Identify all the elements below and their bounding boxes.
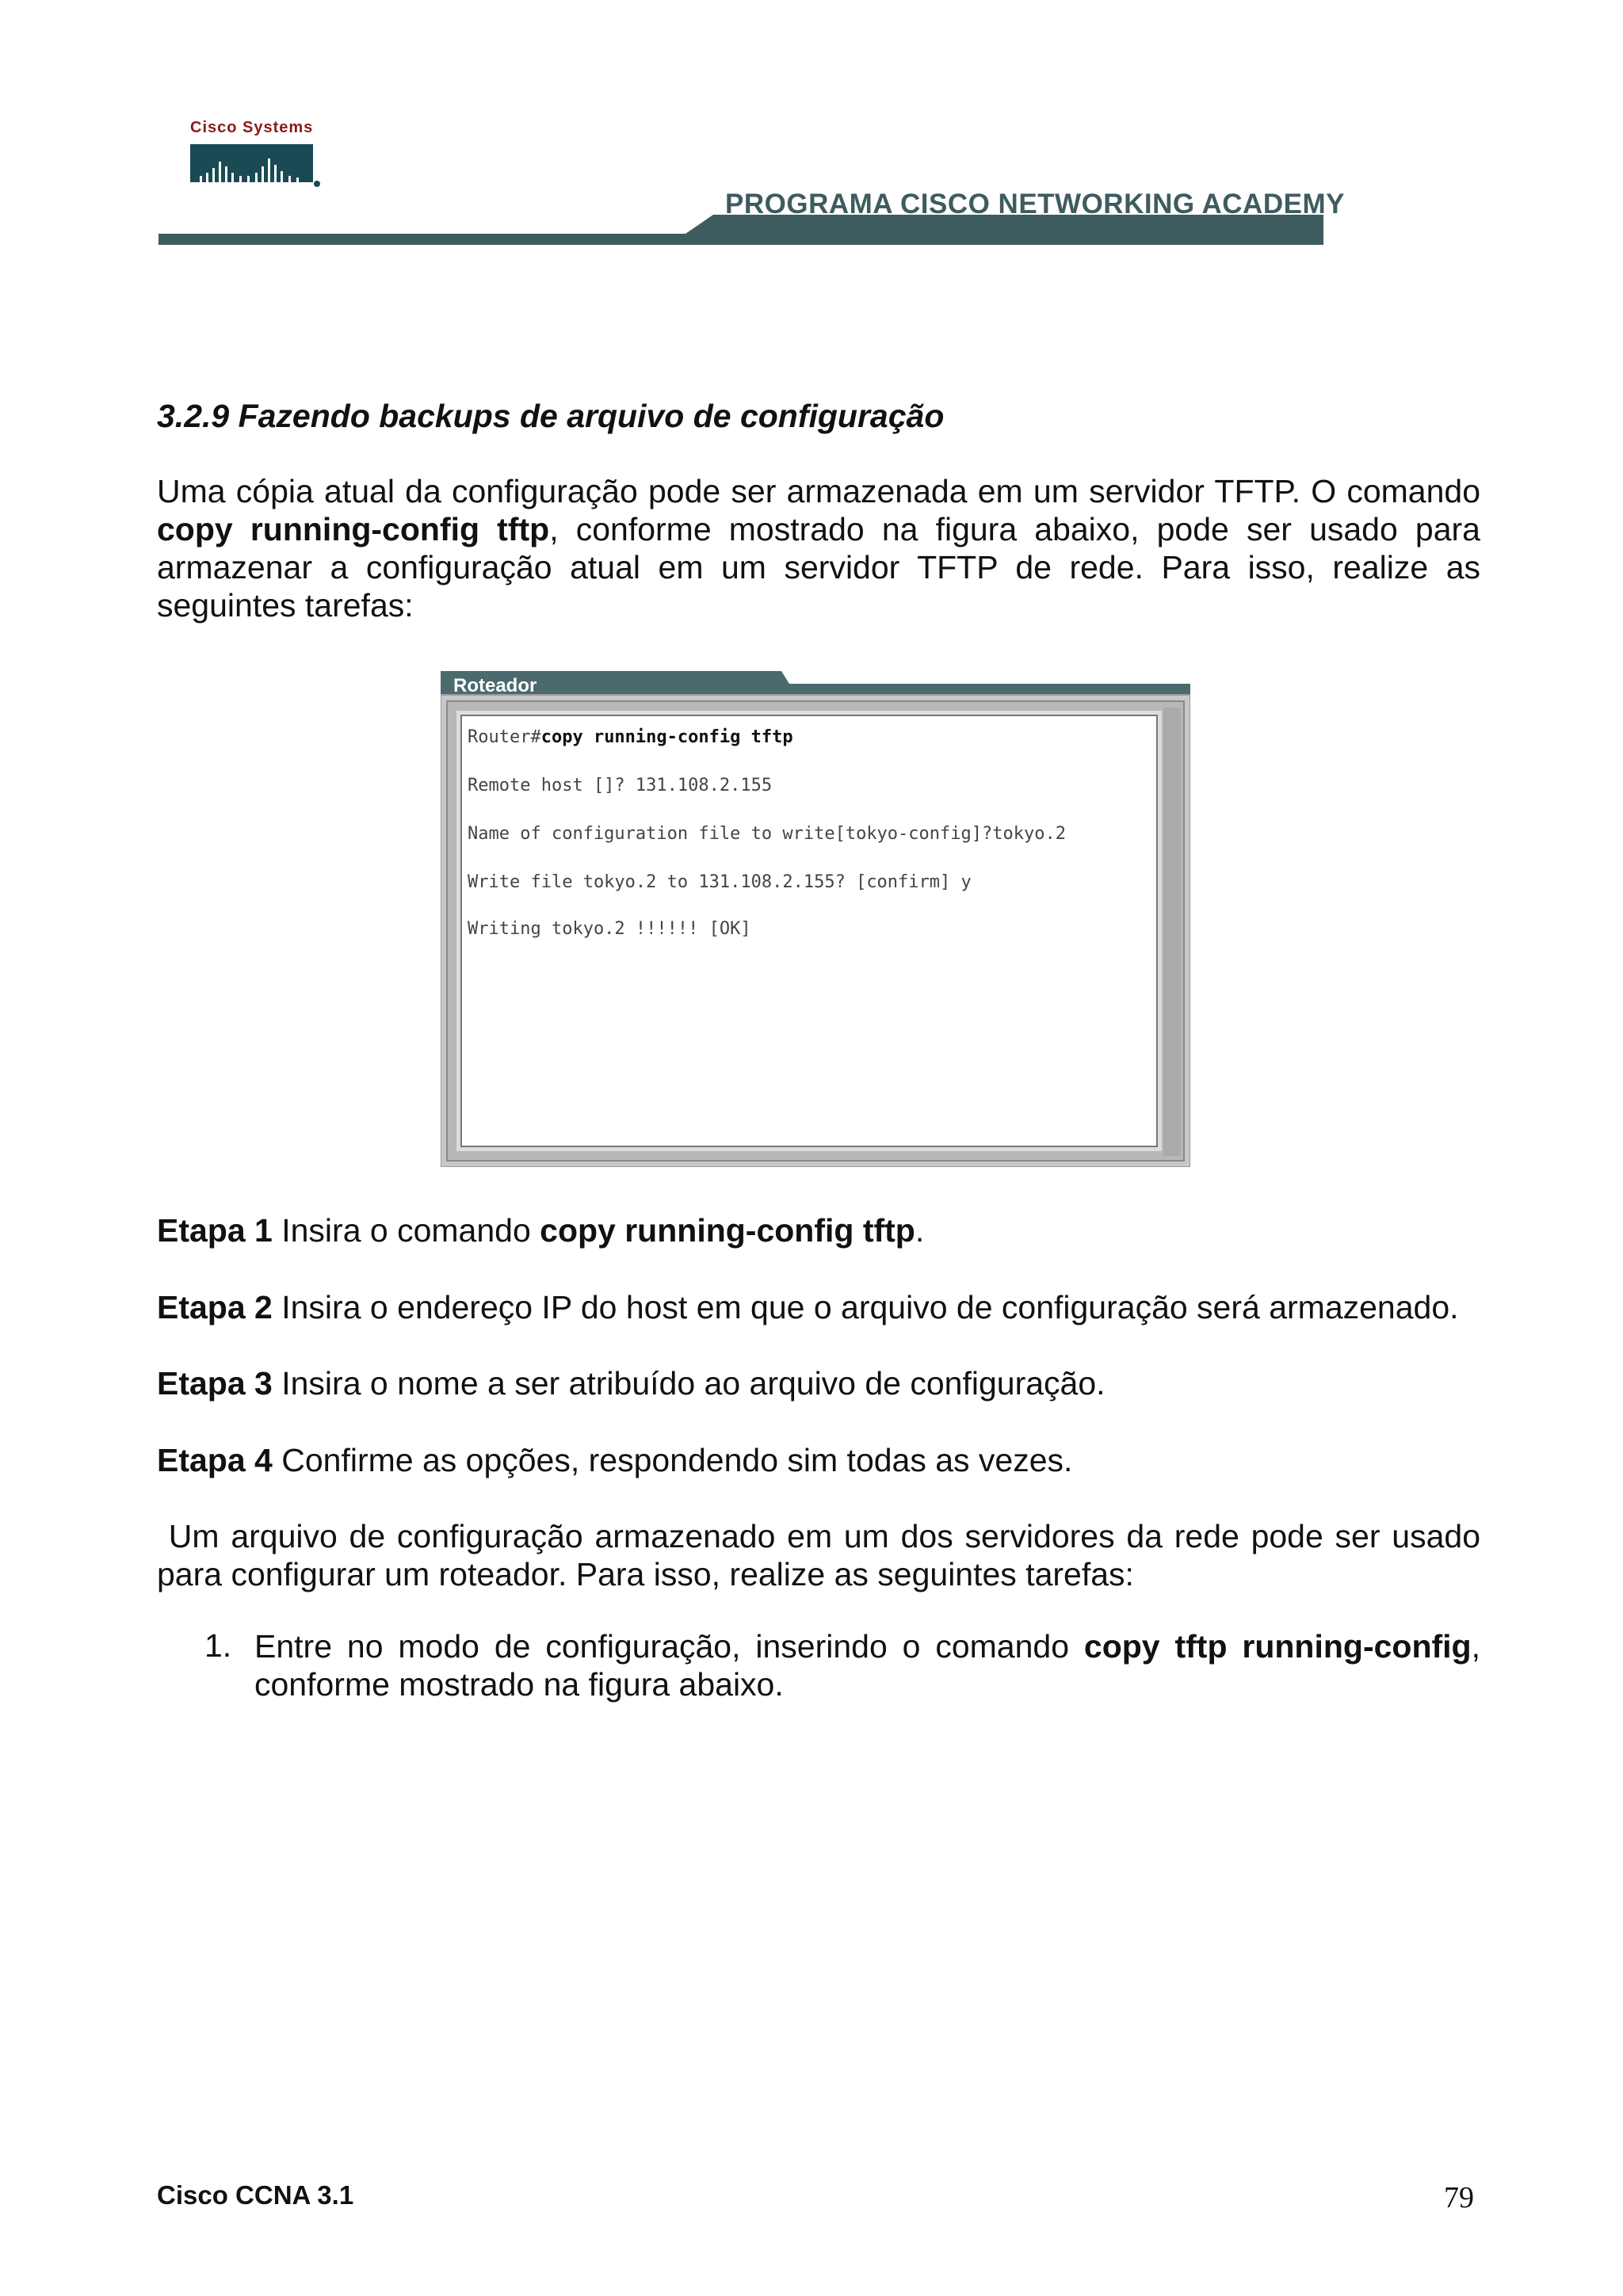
section-title: 3.2.9 Fazendo backups de arquivo de configuração [157,398,945,434]
step-command: copy running-config tftp [540,1212,915,1249]
step-4 [157,1442,1072,1479]
list-item [254,1627,1480,1703]
router-window-title: Roteador [453,675,537,696]
step-label: Etapa 4 [157,1442,273,1478]
step-text: Insira o nome a ser atribuído ao arquivo de configuração. [272,1365,1106,1402]
step-label: Etapa 1 [157,1212,273,1249]
list-text-1: Entre no modo de configuração, inserindo o comando [254,1628,1084,1665]
terminal-prompt: Router# [468,727,541,747]
list-number: 1. [204,1627,232,1664]
step-tail: . [915,1212,925,1249]
step-3 [157,1365,1106,1402]
list-text-2: , conforme mostrado na figura abaixo. [254,1628,1480,1703]
cisco-bridge-logo-icon [190,144,321,189]
terminal-line: Name of configuration file to write[tokyo-config]?tokyo.2 [468,824,1066,844]
intro-command: copy running-config tftp [157,511,550,547]
step-text: Insira o comando [272,1212,540,1249]
intro-paragraph [157,472,1480,624]
cisco-logo-text: Cisco Systems [190,119,314,136]
list-command: copy tftp running-config [1083,1628,1472,1665]
terminal-line: Writing tokyo.2 !!!!!! [OK] [468,919,751,939]
terminal-line: Remote host []? 131.108.2.155 [468,776,773,795]
step-1 [157,1212,924,1249]
page-number: 79 [1444,2181,1474,2214]
restore-paragraph: Um arquivo de configuração armazenado em um dos servidores da rede pode ser usado para configurar um roteador. Para isso, realize as seguintes tarefas: [157,1518,1490,1592]
intro-text-1: Uma cópia atual da configuração pode ser armazenada em um servidor TFTP. O comando [157,473,1480,509]
step-label: Etapa 3 [157,1365,273,1402]
step-2 [157,1289,1459,1326]
terminal-command: copy running-config tftp [540,727,793,747]
footer-title: Cisco CCNA 3.1 [157,2180,354,2210]
step-text: Insira o endereço IP do host em que o arquivo de configuração será armazenado. [272,1289,1459,1325]
terminal-line-command [468,727,793,747]
step-label: Etapa 2 [157,1289,273,1325]
terminal-line: Write file tokyo.2 to 131.108.2.155? [confirm] y [468,872,972,892]
academy-title: PROGRAMA CISCO NETWORKING ACADEMY [725,189,1345,219]
intro-text-2: , conforme mostrado na figura abaixo, pode ser usado para armazenar a configuração atual em um servidor TFTP de rede. Para isso, realize as seguintes tarefas: [157,511,1480,624]
step-text: Confirme as opções, respondendo sim todas as vezes. [272,1442,1073,1478]
